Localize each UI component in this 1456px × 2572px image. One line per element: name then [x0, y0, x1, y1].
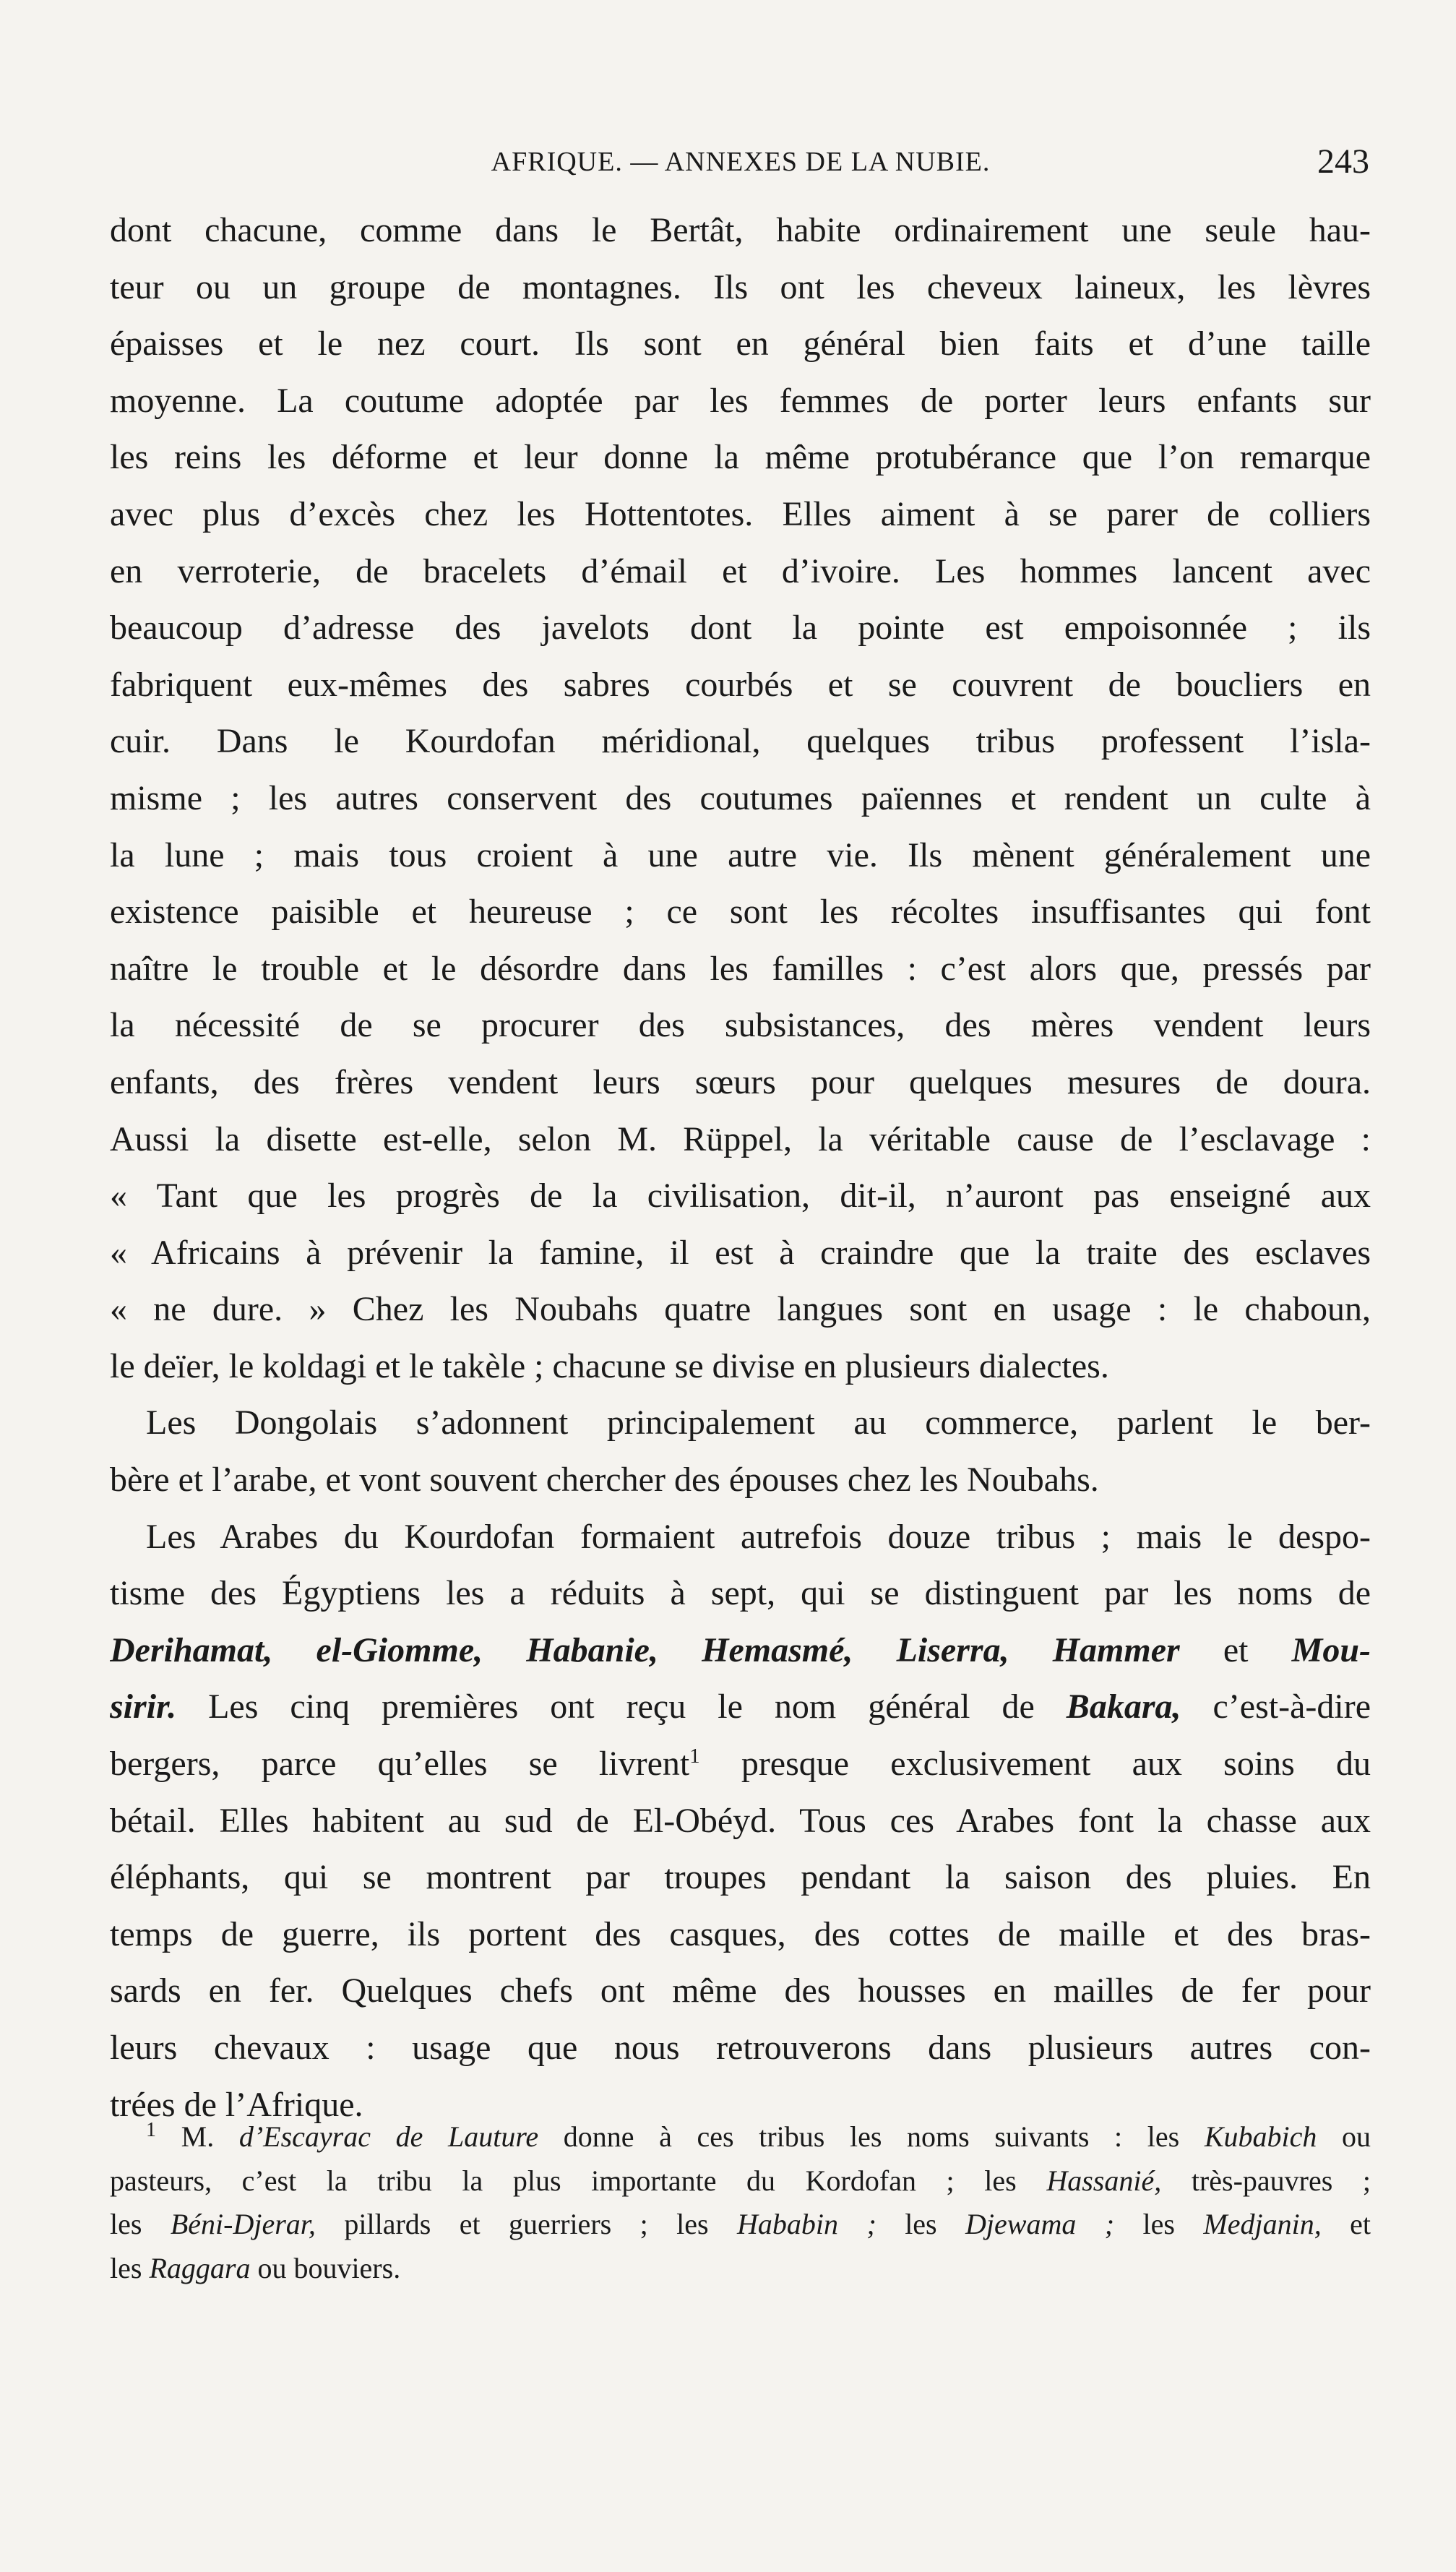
- paragraph-start-line: Les Arabes du Kourdofan formaient autrefois douze tribus ; mais le despo-: [146, 1517, 1371, 1556]
- text-line: naître le trouble et le désordre dans les familles : c’est alors que, pressés par: [110, 949, 1371, 988]
- tribe-name: Liserra,: [896, 1630, 1009, 1669]
- text-line: bétail. Elles habitent au sud de El-Obéyd. Tous ces Arabes font la chasse aux: [110, 1801, 1371, 1840]
- text-span: les: [905, 2208, 937, 2240]
- footnote-line: [110, 2115, 1371, 2159]
- text-line: trées de l’Afrique.: [110, 2085, 363, 2124]
- text-span: pasteurs, c’est la tribu la plus importante du Kordofan ; les: [110, 2164, 1017, 2197]
- tribe-name: Mou-: [1291, 1630, 1371, 1669]
- text-span: très-pauvres ;: [1191, 2164, 1371, 2197]
- text-line: existence paisible et heureuse ; ce sont les récoltes insuffisantes qui font: [110, 893, 1371, 932]
- text-line: le deïer, le koldagi et le takèle ; chacune se divise en plusieurs dialectes.: [110, 1346, 1109, 1385]
- text-span: donne à ces tribus les noms suivants : les: [563, 2120, 1180, 2153]
- text-line: misme ; les autres conservent des coutumes païennes et rendent un culte à: [110, 778, 1371, 817]
- text-line: beaucoup d’adresse des javelots dont la pointe est empoisonnée ; ils: [110, 608, 1371, 648]
- tribe-name: Bakara,: [1066, 1687, 1181, 1726]
- text-line: fabriquent eux-mêmes des sabres courbés et se couvrent de boucliers en: [110, 665, 1371, 704]
- tribe-name: Habanie,: [526, 1630, 658, 1669]
- text-span: et: [1350, 2208, 1371, 2240]
- text-line: dont chacune, comme dans le Bertât, habite ordinairement une seule hau-: [110, 211, 1371, 249]
- text-line: « Tant que les progrès de la civilisation, dit-il, n’auront pas enseigné aux: [110, 1177, 1371, 1216]
- text-span: presque exclusivement aux soins du: [741, 1745, 1371, 1784]
- text-span: ou bouviers.: [257, 2251, 401, 2284]
- text-line: cuir. Dans le Kourdofan méridional, quelques tribus professent l’isla-: [110, 722, 1371, 761]
- paragraph-start-line: Les Dongolais s’adonnent principalement au commerce, parlent le ber-: [146, 1403, 1371, 1442]
- text-span: les: [110, 2208, 142, 2240]
- text-line: Aussi la disette est-elle, selon M. Rüppel, la véritable cause de l’esclavage :: [110, 1119, 1371, 1158]
- tribe-name: el-Giomme,: [316, 1630, 483, 1669]
- text-line: [110, 1736, 1371, 1793]
- text-line: avec plus d’excès chez les Hottentotes. Elles aiment à se parer de colliers: [110, 494, 1371, 533]
- footnote-reference[interactable]: 1: [689, 1745, 700, 1768]
- tribe-name: sirir.: [110, 1687, 177, 1726]
- running-title: AFRIQUE. — ANNEXES DE LA NUBIE.: [491, 147, 991, 177]
- text-span: bergers, parce qu’elles se livrent: [110, 1745, 690, 1784]
- text-span: M.: [181, 2120, 215, 2153]
- text-span: pillards et guerriers ; les: [344, 2208, 709, 2240]
- tribe-name: Hassanié,: [1046, 2164, 1162, 2197]
- footnote-line: [110, 2203, 1371, 2247]
- tribe-name: Hammer: [1052, 1630, 1180, 1669]
- footnote-marker: 1: [146, 2119, 156, 2141]
- footnote-line: [110, 2247, 1371, 2291]
- tribe-name: Béni-Djerar,: [170, 2208, 316, 2240]
- text-line: temps de guerre, ils portent des casques, des cottes de maille et des bras-: [110, 1914, 1371, 1953]
- tribe-name: Raggara: [149, 2251, 251, 2284]
- text-line: bère et l’arabe, et vont souvent chercher des épouses chez les Noubahs.: [110, 1461, 1099, 1500]
- text-line: les reins les déforme et leur donne la même protubérance que l’on remarque: [110, 438, 1371, 477]
- tribe-name: Kubabich: [1204, 2120, 1317, 2153]
- text-span: les: [1142, 2208, 1175, 2240]
- text-span: les: [110, 2251, 142, 2284]
- text-line: épaisses et le nez court. Ils sont en général bien faits et d’une taille: [110, 324, 1371, 364]
- text-line: teur ou un groupe de montagnes. Ils ont les cheveux laineux, les lèvres: [110, 267, 1371, 306]
- conjunction: et: [1223, 1630, 1249, 1669]
- text-line: [110, 1679, 1371, 1736]
- running-head: [112, 140, 1369, 184]
- text-line: tisme des Égyptiens les a réduits à sept, qui se distinguent par les noms de: [110, 1574, 1371, 1613]
- author-name: d’Escayrac de Lauture: [238, 2120, 539, 2153]
- text-span: c’est-à-dire: [1212, 1687, 1371, 1726]
- text-line: sards en fer. Quelques chefs ont même des housses en mailles de fer pour: [110, 1971, 1371, 2010]
- text-line: « Africains à prévenir la famine, il est à craindre que la traite des esclaves: [110, 1233, 1371, 1272]
- page-number: 243: [1317, 142, 1369, 181]
- tribe-name: Hemasmé,: [702, 1630, 853, 1669]
- tribe-name: Medjanin,: [1203, 2208, 1322, 2240]
- text-line: en verroterie, de bracelets d’émail et d’ivoire. Les hommes lancent avec: [110, 551, 1371, 590]
- text-line: la lune ; mais tous croient à une autre vie. Ils mènent généralement une: [110, 835, 1371, 874]
- tribe-name: Hababin ;: [737, 2208, 876, 2240]
- text-line: éléphants, qui se montrent par troupes pendant la saison des pluies. En: [110, 1858, 1371, 1897]
- text-line: « ne dure. » Chez les Noubahs quatre langues sont en usage : le chaboun,: [110, 1290, 1371, 1329]
- text-span: Les cinq premières ont reçu le nom général de: [208, 1687, 1035, 1726]
- text-line: leurs chevaux : usage que nous retrouverons dans plusieurs autres con-: [110, 2029, 1371, 2067]
- tribe-name: Djewama ;: [965, 2208, 1115, 2240]
- text-line: moyenne. La coutume adoptée par les femmes de porter leurs enfants sur: [110, 381, 1371, 420]
- text-line: enfants, des frères vendent leurs sœurs pour quelques mesures de doura.: [110, 1062, 1371, 1101]
- footnote-line: [110, 2159, 1371, 2203]
- tribe-names-line: [110, 1622, 1371, 1679]
- text-line: la nécessité de se procurer des subsistances, des mères vendent leurs: [110, 1006, 1371, 1045]
- tribe-name: Derihamat,: [110, 1630, 273, 1669]
- body-text: [110, 202, 1371, 2133]
- text-span: ou: [1342, 2120, 1371, 2153]
- footnote: [110, 2115, 1371, 2290]
